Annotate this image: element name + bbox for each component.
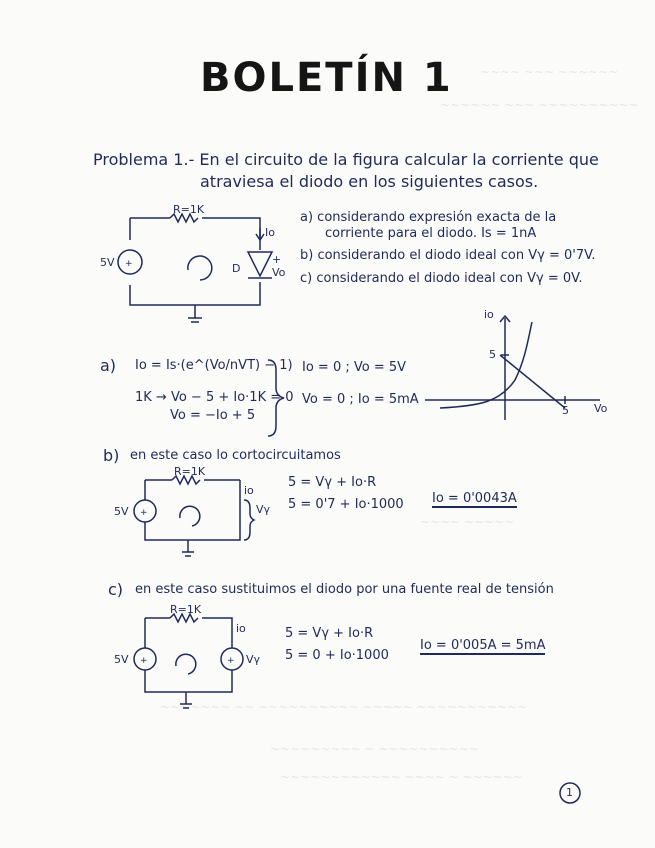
show-through-text: ~~~~ ~~~~~: [420, 515, 515, 529]
mesh-current-arrow: [188, 256, 212, 280]
part-a-eq1: Io = Is·(e^(Vo/nVT) − 1): [135, 358, 293, 373]
wire: [202, 218, 260, 250]
case-a-line2: corriente para el diodo. Is = 1nA: [325, 226, 537, 241]
svg-text:+: +: [140, 508, 148, 518]
diode-characteristic-curve: [440, 322, 532, 408]
part-a-eq3: Vo = −Io + 5: [170, 408, 256, 423]
part-b-resistor-label: R=1K: [174, 465, 206, 478]
source-label: 5V: [100, 256, 115, 269]
page-number: 1: [566, 786, 573, 799]
part-b-eq2: 5 = 0'7 + Io·1000: [288, 497, 404, 512]
wire: [130, 282, 260, 305]
show-through-text: ~~~~ ~~~ ~~~~~~: [480, 65, 619, 79]
part-b-eq1: 5 = Vγ + Io·R: [288, 475, 377, 490]
case-a-line1: a) considerando expresión exacta de la: [300, 210, 557, 225]
part-c-answer: Io = 0'005A = 5mA: [420, 638, 546, 653]
part-a-eq2: 1K → Vo − 5 + Io·1K = 0: [135, 390, 294, 405]
problem-statement-line2: atraviesa el diodo en los siguientes casos.: [200, 172, 539, 191]
part-c-resistor-label: R=1K: [170, 603, 202, 616]
part-b-source-label: 5V: [114, 505, 129, 518]
part-b-text: en este caso lo cortocircuitamos: [130, 448, 341, 463]
current-label: Io: [265, 226, 275, 239]
part-c-label: c): [108, 580, 124, 599]
part-b-answer: Io = 0'0043A: [432, 491, 517, 506]
part-b-label: b): [103, 446, 120, 465]
part-c-current-label: io: [236, 622, 246, 635]
show-through-text: ~~~~~~ ~~~ ~~~~~~~~~~: [440, 98, 639, 112]
show-through-text: ~~~~~~~~~ ~ ~~~~~~~~~~: [270, 742, 479, 756]
part-a-result1: Io = 0 ; Vo = 5V: [302, 360, 407, 375]
part-c-text: en este caso sustituimos el diodo por una fuente real de tensión: [135, 582, 554, 597]
part-a-result2: Vo = 0 ; Io = 5mA: [302, 392, 419, 407]
part-c-eq2: 5 = 0 + Io·1000: [285, 648, 389, 663]
part-a-label: a): [100, 356, 117, 375]
graph-x-label: Vo: [594, 402, 608, 415]
part-b-current-label: io: [244, 484, 254, 497]
part-b-vy-label: Vγ: [256, 503, 271, 516]
case-c: c) considerando el diodo ideal con Vγ = 0V.: [300, 271, 583, 286]
graph-y-tick: 5: [489, 348, 496, 361]
problem-statement-line1: Problema 1.- En el circuito de la figura calcular la corriente que: [93, 150, 599, 169]
svg-text:+: +: [140, 656, 148, 666]
resistor-label: R=1K: [173, 203, 205, 216]
part-c-vy-label: Vγ: [246, 653, 261, 666]
plus-label: +: [272, 253, 282, 266]
page-title: BOLETÍN 1: [200, 55, 453, 101]
show-through-text: ~~~~~~~~~~~~ ~~~~ ~ ~~~~~~: [280, 770, 523, 784]
case-b: b) considerando el diodo ideal con Vγ = 0'7V.: [300, 248, 596, 263]
diode-triangle: [248, 252, 272, 276]
diode-label: D: [232, 262, 241, 275]
graph-x-tick: 5: [562, 404, 569, 417]
vo-label: Vo: [272, 266, 286, 279]
show-through-text: ~~~~~~~ ~~ ~~~~~~~~~~ ~~~~~ ~~~~~~~~~~~: [160, 700, 528, 714]
part-c-eq1: 5 = Vγ + Io·R: [285, 626, 374, 641]
part-c-source-label: 5V: [114, 653, 129, 666]
svg-text:+: +: [227, 656, 235, 666]
graph-y-label: io: [484, 308, 494, 321]
svg-text:+: +: [125, 259, 133, 269]
